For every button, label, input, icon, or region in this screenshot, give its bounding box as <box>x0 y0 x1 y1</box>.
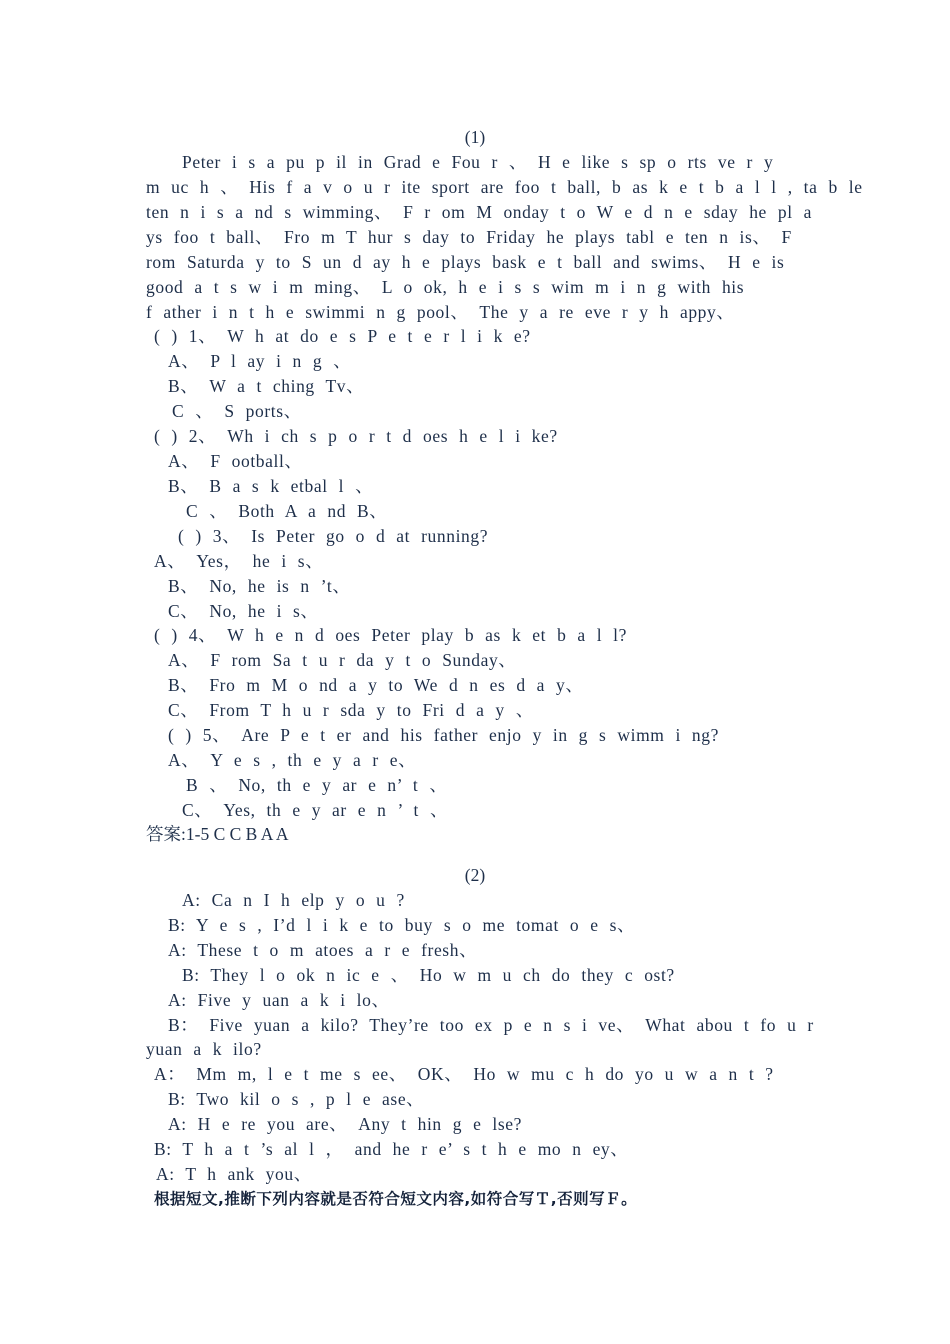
dialogue-line: yuan a k ilo? <box>146 1039 262 1059</box>
question-1-option-b: B、 W a t ching Tv、 <box>168 376 365 396</box>
question-2-option-a: A、 F ootball、 <box>168 451 303 471</box>
passage-1-text-line: f ather i n t h e swimmi n g pool、 The y a re eve r y h appy、 <box>146 302 735 322</box>
dialogue-line: B: They l o ok n ic e 、 Ho w m u ch do they c ost? <box>182 965 675 985</box>
dialogue-line: A: H e re you are、 Any t hin g e lse? <box>168 1114 523 1134</box>
question-5-option-b: B 、 No, th e y ar e n’ t 、 <box>186 775 448 795</box>
dialogue-line: B： Five yuan a kilo? They’re too ex p e n s i ve、 What abou t fo u r <box>168 1015 814 1035</box>
question-5-option-a: A、 Y e s , th e y a r e、 <box>168 750 417 770</box>
answer-key: 答案:1-5 C C B A A <box>146 824 289 844</box>
passage-1-text-line: ys foo t ball、 Fro m T hur s day to Friday he plays tabl e ten n is、 F <box>146 227 792 247</box>
question-3-option-b: B、 No, he is n ’t、 <box>168 576 351 596</box>
passage-1-text-line: ten n i s a nd s wimming、 F r om M onday t o W e d n e sday he pl a <box>146 202 813 222</box>
question-1: ( ) 1、 W h at do e s P e t e r l i k e? <box>154 326 531 346</box>
question-4: ( ) 4、 W h e n d oes Peter play b as k et b a l l? <box>154 625 628 645</box>
passage-1-text-line: Peter i s a pu p il in Grad e Fou r 、 H e like s sp o rts ve r y <box>182 152 774 172</box>
dialogue-line: B: Two kil o s , p l e ase、 <box>168 1089 425 1109</box>
question-5-option-c: C、 Yes, th e y ar e n ’ t 、 <box>182 800 449 820</box>
question-3: ( ) 3、 Is Peter go o d at running? <box>178 526 489 546</box>
question-5: ( ) 5、 Are P e t er and his father enjo y in g s wimm i ng? <box>168 725 719 745</box>
question-3-option-a: A、 Yes， he i s、 <box>154 551 324 571</box>
passage-1-text-line: good a t s w i m ming、 L o ok, h e i s s wim m i n g with his <box>146 277 745 297</box>
dialogue-line: A： Mm m, l e t me s ee、 OK、 Ho w mu c h do yo u w a n t ? <box>154 1064 774 1084</box>
question-2: ( ) 2、 Wh i ch s p o r t d oes h e l i ke? <box>154 426 558 446</box>
question-3-option-c: C、 No, he i s、 <box>168 601 319 621</box>
dialogue-line: A: These t o m atoes a r e fresh、 <box>168 940 478 960</box>
passage-1-text-line: rom Saturda y to S un d ay h e plays bask e t ball and swims、 H e is <box>146 252 785 272</box>
passage-1-text-line: m uc h 、 His f a v o u r ite sport are foo t ball, b as k e t b a l l , ta b le <box>146 177 863 197</box>
instruction: 根据短文,推断下列内容就是否符合短文内容,如符合写Ｔ,否则写Ｆ。 <box>154 1190 638 1208</box>
passage-1-heading: (1) <box>464 127 486 147</box>
dialogue-line: A: T h ank you、 <box>156 1164 312 1184</box>
question-4-option-a: A、 F rom Sa t u r da y t o Sunday、 <box>168 650 517 670</box>
dialogue-line: A: Ca n I h elp y o u ? <box>182 890 405 910</box>
question-2-option-b: B、 B a s k etbal l 、 <box>168 476 374 496</box>
question-1-option-a: A、 P l ay i n g 、 <box>168 351 352 371</box>
dialogue-line: A: Five y uan a k i lo、 <box>168 990 390 1010</box>
question-4-option-b: B、 Fro m M o nd a y to We d n es d a y、 <box>168 675 584 695</box>
question-1-option-c: C 、 S ports、 <box>172 401 302 421</box>
question-4-option-c: C、 From T h u r sda y to Fri d a y 、 <box>168 700 534 720</box>
dialogue-line: B: Y e s , I’d l i k e to buy s o me tomat o e s、 <box>168 915 636 935</box>
passage-2-heading: (2) <box>464 865 486 885</box>
question-2-option-c: C 、 Both A a nd B、 <box>186 501 388 521</box>
dialogue-line: B: T h a t ’s al l ， and he r e’ s t h e mo n ey、 <box>154 1139 629 1159</box>
